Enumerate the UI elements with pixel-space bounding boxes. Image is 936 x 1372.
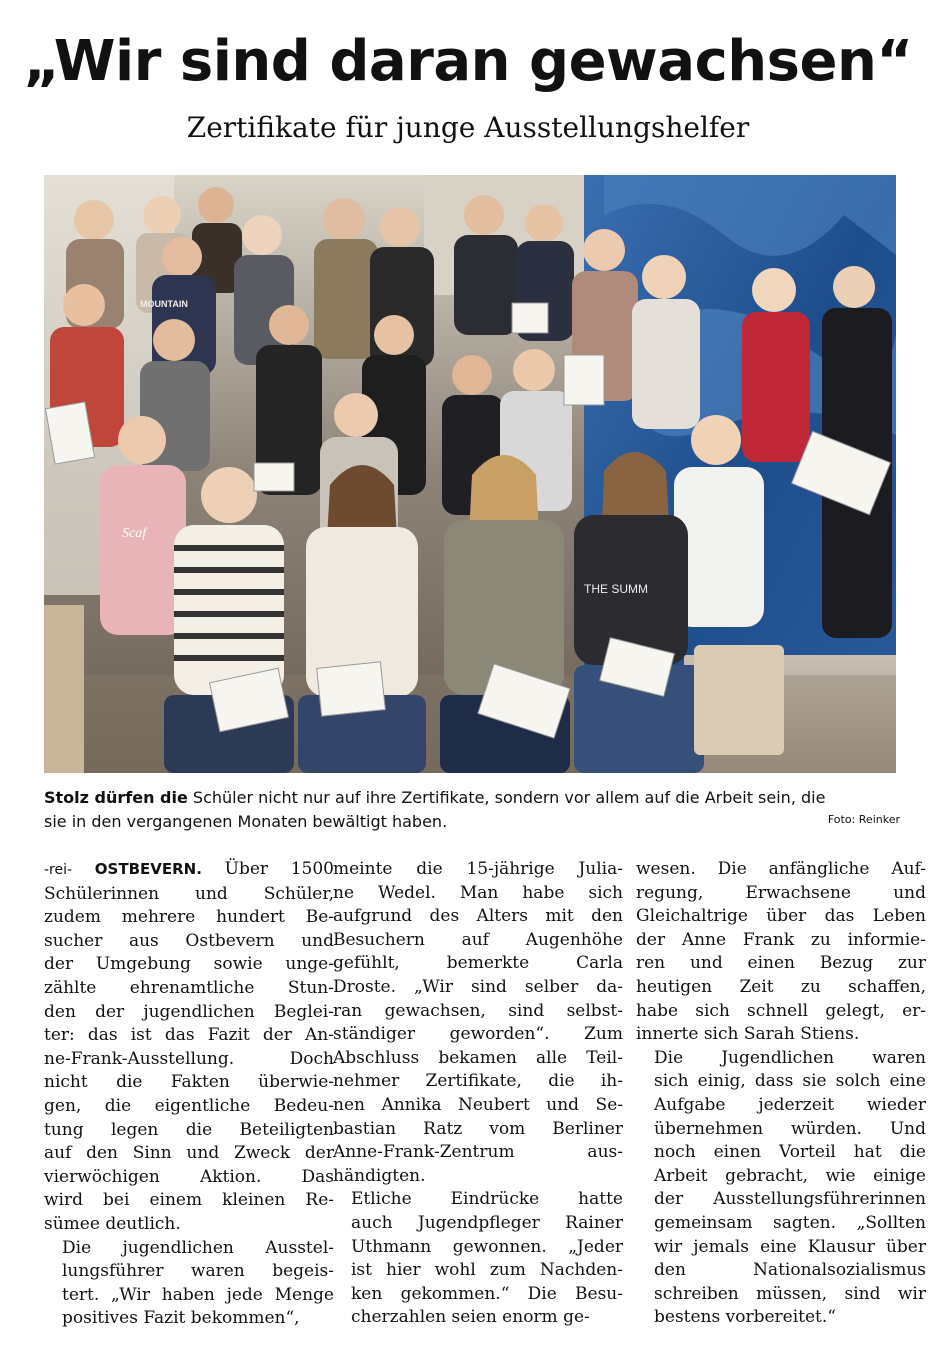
text-line: gen, die eigentliche Bedeu- <box>44 1095 334 1116</box>
article-column-1 <box>44 858 334 1331</box>
text-line: gemeinsam sagten. „Sollten <box>654 1212 926 1233</box>
text-line: der Anne Frank zu informie- <box>636 929 926 950</box>
text-line: Aufgabe jederzeit wieder <box>654 1094 926 1115</box>
text-line: Abschluss bekamen alle Teil- <box>333 1047 623 1068</box>
tshirt-text: MOUNTAIN <box>140 299 188 309</box>
caption-lead: Stolz dürfen die <box>44 788 188 807</box>
text-line: gefühlt, bemerkte Carla <box>333 953 623 974</box>
text-line: ran gewachsen, sind selbst- <box>333 1000 623 1021</box>
paragraph <box>636 858 926 1047</box>
text-line: Droste. „Wir sind selber da- <box>333 976 623 997</box>
headline: „Wir sind daran gewachsen“ <box>23 29 913 94</box>
text-line: nicht die Fakten überwie- <box>44 1072 334 1093</box>
tshirt-text: Scaf <box>122 526 147 541</box>
text-line: auf den Sinn und Zweck der <box>44 1143 334 1164</box>
text-line: bestens vorbereitet.“ <box>654 1307 836 1328</box>
photo-credit: Foto: Reinker <box>827 813 900 826</box>
text-line: habe sich schnell gelegt, er- <box>636 1000 926 1021</box>
paragraph <box>636 1047 926 1330</box>
text-line: Gleichaltrige über das Leben <box>636 906 926 927</box>
text-line: Etliche Eindrücke hatte <box>351 1189 623 1210</box>
text-line: regung, Erwachsene und <box>636 882 926 903</box>
text-line: ständiger geworden“. Zum <box>333 1024 623 1045</box>
text-line: zudem mehrere hundert Be- <box>44 907 334 928</box>
text-line: zählte ehrenamtliche Stun- <box>44 977 334 998</box>
caption-text: sie in den vergangenen Monaten bewältigt haben. <box>44 812 448 831</box>
text-line: der Ausstellungsführerinnen <box>654 1189 926 1210</box>
text-line: nen Annika Neubert und Se- <box>333 1094 623 1115</box>
text-line: noch einen Vorteil hat die <box>654 1142 926 1163</box>
text-line: ist hier wohl zum Nachden- <box>351 1260 623 1281</box>
text-line: heutigen Zeit zu schaffen, <box>636 976 926 997</box>
text-line: Arbeit gebracht, wie einige <box>654 1165 926 1186</box>
text-line: positives Fazit bekommen“, <box>62 1308 300 1329</box>
text-line: schreiben müssen, sind wir <box>654 1283 926 1304</box>
text-line: Uthmann gewonnen. „Jeder <box>351 1236 623 1257</box>
dateline-place: OSTBEVERN. <box>94 860 202 878</box>
text-line: Die Jugendlichen waren <box>654 1047 926 1068</box>
text-line: ken gekommen.“ Die Besu- <box>351 1283 623 1304</box>
text-line <box>44 858 334 883</box>
text-line: Besuchern auf Augenhöhe <box>333 929 623 950</box>
text-line: ren und einen Bezug zur <box>636 953 926 974</box>
text-line: meinte die 15-jährige Julia- <box>333 859 623 879</box>
text-line: den Nationalsozialismus <box>654 1260 926 1281</box>
text-line: Schülerinnen und Schüler, <box>44 883 334 904</box>
text-line: sucher aus Ostbevern und <box>44 930 334 951</box>
text-line: tert. „Wir haben jede Menge <box>62 1284 334 1305</box>
group-photo <box>44 175 896 773</box>
article-column-2 <box>333 858 623 1330</box>
paragraph <box>44 1237 334 1331</box>
text-line: aufgrund des Alters mit den <box>333 906 623 927</box>
paragraph <box>44 858 334 1237</box>
article-column-3 <box>636 858 926 1330</box>
text-line: nehmer Zertifikate, die ih- <box>333 1071 623 1092</box>
subheadline: Zertifikate für junge Ausstellungshelfer <box>186 111 750 144</box>
text-line: händigten. <box>333 1165 426 1186</box>
dateline: -rei- <box>44 862 73 878</box>
text-line: den der jugendlichen Beglei- <box>44 1001 334 1022</box>
text-line: ne-Frank-Ausstellung. Doch <box>44 1048 334 1069</box>
text-line: der Umgebung sowie unge- <box>44 954 334 975</box>
photo-caption <box>44 786 904 834</box>
text-line: auch Jugendpfleger Rainer <box>351 1212 623 1233</box>
text-line: Anne-Frank-Zentrum aus- <box>333 1142 623 1163</box>
text-line: ter: das ist das Fazit der An- <box>44 1025 334 1046</box>
text-line: wir jemals eine Klausur über <box>654 1236 926 1257</box>
tshirt-text: THE SUMM <box>584 582 648 596</box>
paragraph <box>333 1188 623 1330</box>
text-line: ne Wedel. Man habe sich <box>333 882 623 903</box>
text-line: sümee deutlich. <box>44 1213 181 1234</box>
text-line: sich einig, dass sie solch eine <box>654 1071 926 1092</box>
text-line: cherzahlen seien enorm ge- <box>351 1307 590 1328</box>
text-line: wesen. Die anfängliche Auf- <box>636 859 926 879</box>
text-line: übernehmen würden. Und <box>654 1118 926 1139</box>
text-line: vierwöchigen Aktion. Das <box>44 1166 334 1187</box>
text-line-part: Über 1500 <box>224 859 334 879</box>
text-line: wird bei einem kleinen Re- <box>44 1190 334 1211</box>
text-line: lungsführer waren begeis- <box>62 1261 334 1282</box>
text-line: innerte sich Sarah Stiens. <box>636 1024 860 1045</box>
paragraph <box>333 858 623 1188</box>
text-line: tung legen die Beteiligten <box>44 1119 334 1140</box>
caption-text: Schüler nicht nur auf ihre Zertifikate, sondern vor allem auf die Arbeit sein, die <box>192 788 826 807</box>
text-line: bastian Ratz vom Berliner <box>333 1118 623 1139</box>
text-line: Die jugendlichen Ausstel- <box>62 1237 334 1258</box>
